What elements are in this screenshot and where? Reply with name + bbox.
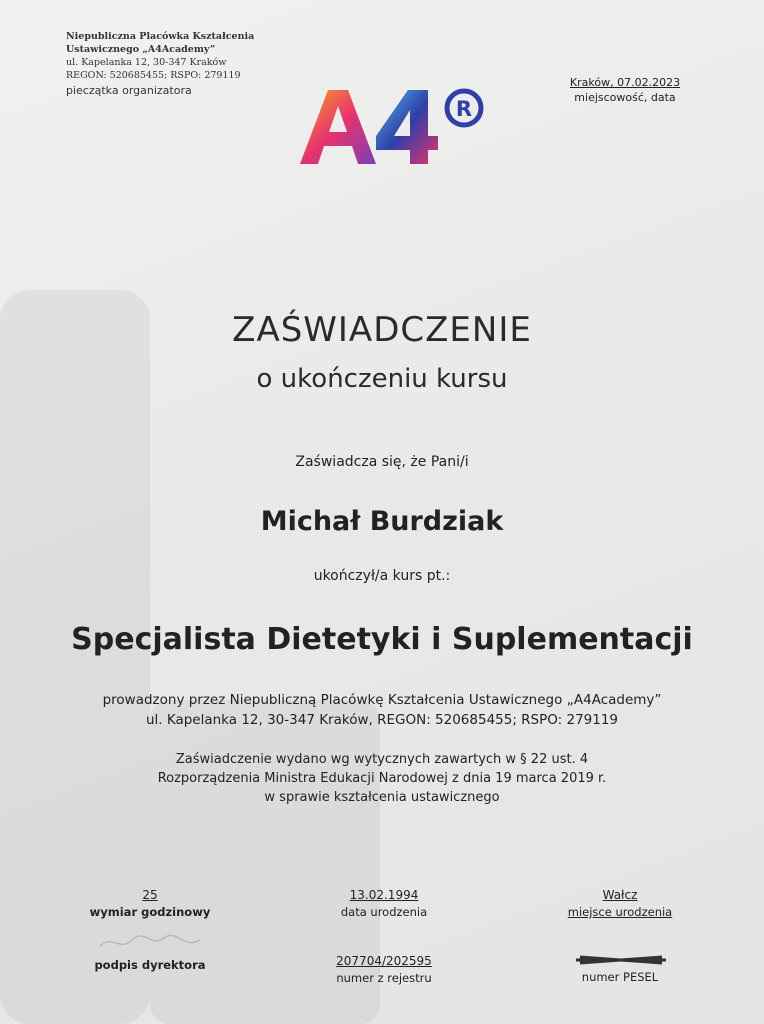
pesel-redaction: [530, 954, 710, 966]
conducted-line: ul. Kapelanka 12, 30-347 Kraków, REGON: 520685455; RSPO: 279119: [145, 712, 619, 728]
place-date: [540, 76, 710, 104]
recipient-name: Michał Burdziak: [260, 506, 504, 537]
stamp-line: Ustawicznego „A4Academy”: [66, 44, 216, 55]
stamp-line: Niepubliczna Placówka Kształcenia: [66, 31, 255, 42]
legal-line: Zaświadczenie wydano wg wytycznych zawartych w § 22 ust. 4: [175, 752, 589, 767]
hours-label: wymiar godzinowy: [89, 905, 211, 919]
stamp-line: REGON: 520685455; RSPO: 279119: [66, 70, 241, 81]
course-title: Specjalista Dietetyki i Suplementacji: [71, 622, 693, 657]
birth-date-field: [294, 888, 474, 919]
completed-text: ukończył/a kurs pt.:: [313, 568, 451, 584]
legal-line: Rozporządzenia Ministra Edukacji Narodowej z dnia 19 marca 2019 r.: [157, 771, 607, 786]
birth-date-label: data urodzenia: [340, 905, 428, 919]
a4-logo: [298, 84, 488, 170]
birth-place-field: [530, 888, 710, 919]
register-label: numer z rejestru: [336, 971, 432, 985]
organizer-stamp: [66, 30, 266, 97]
place-date-value: Kraków, 07.02.2023: [569, 76, 681, 89]
conducted-by: [0, 690, 764, 730]
hours-field: [60, 888, 240, 919]
stamp-caption: pieczątka organizatora: [66, 84, 192, 97]
stamp-line: ul. Kapelanka 12, 30-347 Kraków: [66, 57, 227, 68]
legal-basis: [0, 750, 764, 807]
director-label: podpis dyrektora: [94, 958, 206, 972]
birth-place-label: miejsce urodzenia: [567, 905, 673, 919]
certificate-title: ZAŚWIADCZENIE: [232, 310, 532, 350]
birth-date-value: 13.02.1994: [349, 888, 419, 902]
director-field: [60, 930, 240, 972]
hours-value: 25: [142, 888, 158, 902]
pesel-label: numer PESEL: [581, 970, 659, 984]
register-field: [294, 954, 474, 985]
register-value: 207704/202595: [336, 954, 432, 968]
conducted-line: prowadzony przez Niepubliczną Placówkę Kształcenia Ustawicznego „A4Academy”: [102, 692, 662, 708]
pesel-field: [530, 954, 710, 984]
director-signature: [60, 930, 240, 954]
legal-line: w sprawie kształcenia ustawicznego: [264, 790, 500, 805]
certificate-subtitle: o ukończeniu kursu: [256, 364, 508, 394]
svg-text:R: R: [455, 97, 473, 121]
place-date-caption: miejscowość, data: [574, 91, 676, 104]
birth-place-value: Wałcz: [602, 888, 638, 902]
certificate-intro: Zaświadcza się, że Pani/i: [295, 454, 469, 470]
